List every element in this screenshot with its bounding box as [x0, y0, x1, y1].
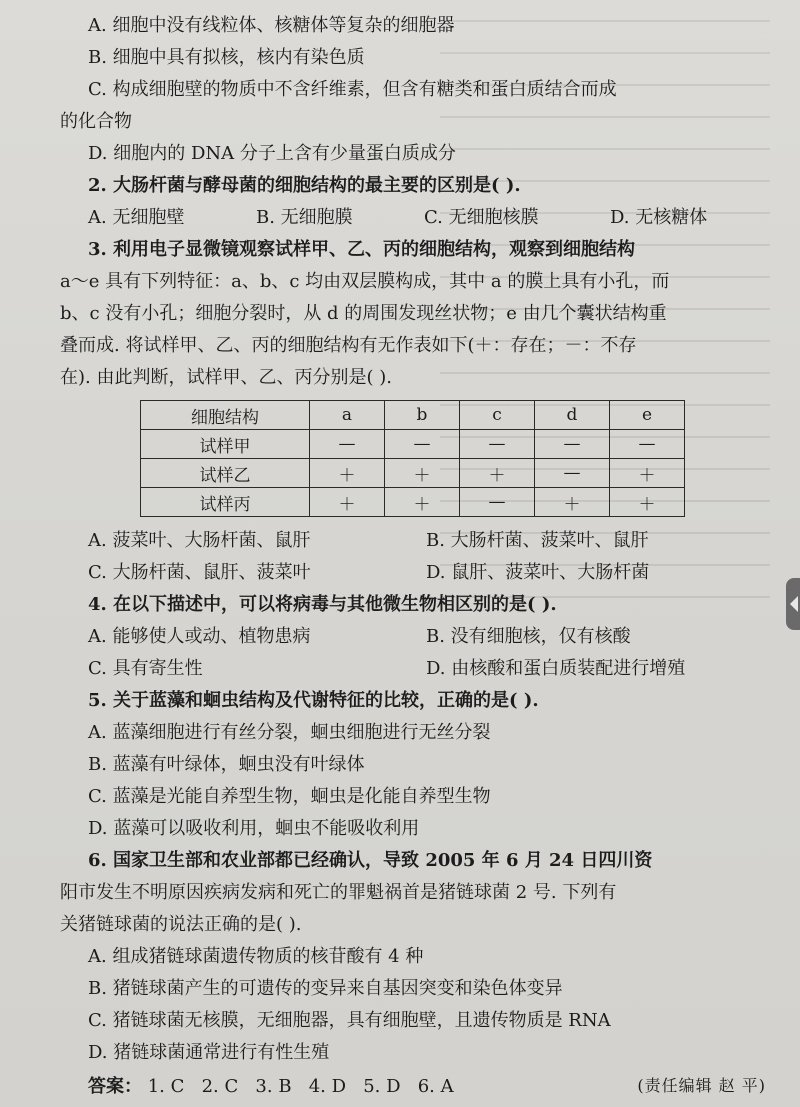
- q3-option-b: B. 大肠杆菌、菠菜叶、鼠肝: [426, 530, 649, 551]
- answer-item: 1. C: [147, 1076, 185, 1097]
- answer-item: 4. D: [308, 1076, 347, 1097]
- q6-option-b: B. 猪链球菌产生的可遗传的变异来自基因突变和染色体变异: [88, 978, 563, 999]
- table-row: [141, 459, 685, 488]
- q3-stem-line3: b、c 没有小孔；细胞分裂时，从 d 的周围发现丝状物；e 由几个囊状结构重: [60, 303, 667, 324]
- table-header-row: [141, 401, 685, 430]
- answer-item: 5. D: [363, 1076, 401, 1097]
- table-cell: ＋: [385, 488, 460, 517]
- q3-options-row1: [88, 525, 783, 557]
- q6-stem-line2: 阳市发生不明原因疾病发病和死亡的罪魁祸首是猪链球菌 2 号. 下列有: [60, 882, 617, 903]
- q3-stem-line5: 在). 由此判断，试样甲、乙、丙分别是( ).: [60, 367, 392, 388]
- table-cell: —: [610, 430, 685, 459]
- q6-option-d: D. 猪链球菌通常进行有性生殖: [88, 1042, 330, 1063]
- q2-option-c: C. 无细胞核膜: [424, 207, 539, 228]
- table-header-cell: a: [310, 401, 385, 430]
- table-cell: 试样丙: [141, 488, 310, 517]
- table-cell: ＋: [460, 459, 535, 488]
- q6-option-a: A. 组成猪链球菌遗传物质的核苷酸有 4 种: [88, 946, 424, 967]
- answer-item: 2. C: [201, 1076, 239, 1097]
- table-cell: —: [310, 430, 385, 459]
- table-cell: 试样乙: [141, 459, 310, 488]
- table-cell: ＋: [385, 459, 460, 488]
- q5-stem: 5. 关于蓝藻和蛔虫结构及代谢特征的比较，正确的是( ).: [88, 690, 539, 711]
- table-header-cell: b: [385, 401, 460, 430]
- table-cell: 试样甲: [141, 430, 310, 459]
- table-cell: —: [385, 430, 460, 459]
- cell-structure-table: [140, 400, 685, 517]
- table-row: [141, 488, 685, 517]
- q4-option-c: C. 具有寄生性: [88, 658, 203, 679]
- q4-options-row2: [88, 653, 783, 685]
- q2-option-b: B. 无细胞膜: [256, 207, 353, 228]
- table-cell: ＋: [310, 459, 385, 488]
- q2-stem: 2. 大肠杆菌与酵母菌的细胞结构的最主要的区别是( ).: [88, 175, 521, 196]
- q4-options-row1: [88, 621, 783, 653]
- table-header-cell: 细胞结构: [141, 401, 310, 430]
- q2-option-d: D. 无核糖体: [610, 207, 708, 228]
- q1-option-c: C. 构成细胞壁的物质中不含纤维素，但含有糖类和蛋白质结合而成: [88, 79, 617, 100]
- q4-option-a: A. 能够使人或动、植物患病: [88, 626, 311, 647]
- table-cell: —: [460, 488, 535, 517]
- q2-options: [88, 202, 783, 234]
- table-header-cell: e: [610, 401, 685, 430]
- q6-option-c: C. 猪链球菌无核膜，无细胞器，具有细胞壁，且遗传物质是 RNA: [88, 1010, 611, 1031]
- q5-option-d: D. 蓝藻可以吸收利用，蛔虫不能吸收利用: [88, 818, 420, 839]
- q3-stem-line1: 3. 利用电子显微镜观察试样甲、乙、丙的细胞结构，观察到细胞结构: [88, 239, 636, 260]
- table-header-cell: c: [460, 401, 535, 430]
- q1-option-b: B. 细胞中具有拟核，核内有染色质: [88, 47, 365, 68]
- table-header-cell: d: [535, 401, 610, 430]
- table-row: [141, 430, 685, 459]
- answer-item: 6. A: [417, 1076, 454, 1097]
- table-cell: ＋: [610, 488, 685, 517]
- q5-option-b: B. 蓝藻有叶绿体，蛔虫没有叶绿体: [88, 754, 365, 775]
- table-cell: —: [535, 459, 610, 488]
- q3-option-c: C. 大肠杆菌、鼠肝、菠菜叶: [88, 562, 311, 583]
- question-content: [60, 10, 783, 1103]
- q3-option-a: A. 菠菜叶、大肠杆菌、鼠肝: [88, 530, 311, 551]
- q4-option-d: D. 由核酸和蛋白质装配进行增殖: [426, 658, 686, 679]
- q5-option-a: A. 蓝藻细胞进行有丝分裂，蛔虫细胞进行无丝分裂: [88, 722, 491, 743]
- editor-credit: (责任编辑 赵 平): [637, 1076, 766, 1095]
- q6-stem-line3: 关猪链球菌的说法正确的是( ).: [60, 914, 302, 935]
- table-cell: ＋: [535, 488, 610, 517]
- table-cell: ＋: [610, 459, 685, 488]
- q4-stem: 4. 在以下描述中，可以将病毒与其他微生物相区别的是( ).: [88, 594, 557, 615]
- table-cell: ＋: [310, 488, 385, 517]
- answer-label: 答案：: [88, 1076, 142, 1097]
- page-tab-arrow-icon: [786, 578, 800, 630]
- q2-option-a: A. 无细胞壁: [88, 207, 185, 228]
- table-cell: —: [535, 430, 610, 459]
- q1-option-d: D. 细胞内的 DNA 分子上含有少量蛋白质成分: [88, 143, 456, 164]
- answer-item: 3. B: [255, 1076, 292, 1097]
- q4-option-b: B. 没有细胞核，仅有核酸: [426, 626, 631, 647]
- q6-stem-line1: 6. 国家卫生部和农业部都已经确认，导致 2005 年 6 月 24 日四川资: [88, 850, 653, 871]
- q5-option-c: C. 蓝藻是光能自养型生物，蛔虫是化能自养型生物: [88, 786, 491, 807]
- q3-option-d: D. 鼠肝、菠菜叶、大肠杆菌: [426, 562, 650, 583]
- q3-stem-line2: a～e 具有下列特征：a、b、c 均由双层膜构成，其中 a 的膜上具有小孔，而: [60, 271, 670, 292]
- table-cell: —: [460, 430, 535, 459]
- q1-option-a: A. 细胞中没有线粒体、核糖体等复杂的细胞器: [88, 15, 455, 36]
- q3-options-row2: [88, 557, 783, 589]
- q1-option-c-cont: 的化合物: [60, 111, 132, 132]
- q3-stem-line4: 叠而成. 将试样甲、乙、丙的细胞结构有无作表如下(＋：存在；－：不存: [60, 335, 637, 356]
